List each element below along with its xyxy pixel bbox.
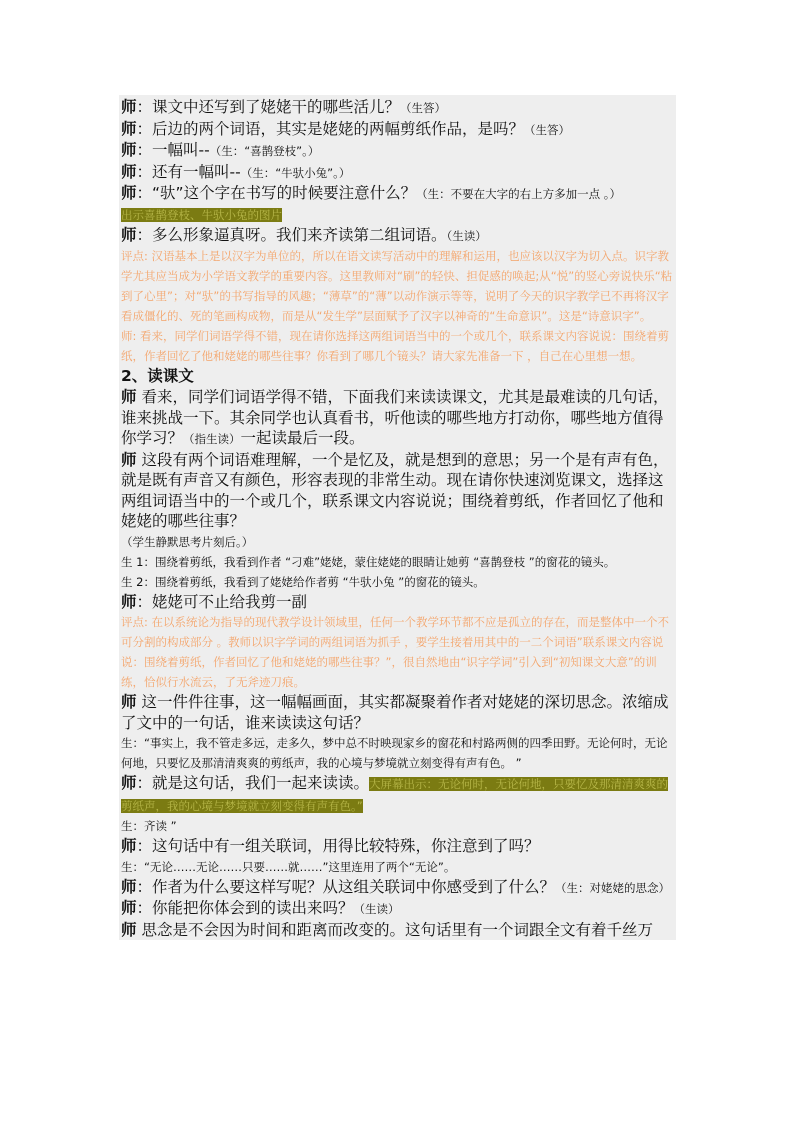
paragraph-5 [121,773,674,816]
speaker-label: 师 [121,184,137,202]
speaker-label: 师 [121,388,137,406]
student-aside: （生读） [446,228,487,243]
speaker-label: 师 [121,837,137,855]
speaker-label: 师 [121,98,137,116]
student-aside: （生：对姥姥的思念） [555,880,671,895]
line-text: ：还有一幅叫-- [136,162,241,181]
dialogue-line-1 [121,97,674,119]
student-line-6: 生：“无论……无论……只要……就……”这里连用了两个“无论”。 [121,859,456,874]
paragraph-text: ：就是这句话，我们一起来读读。 [136,774,370,792]
speaker-label: 师 [121,119,137,138]
line-text: ：一幅叫-- [136,141,210,159]
dialogue-line-5 [121,183,674,205]
paragraph-text: 思念是不会因为时间和距离而改变的。这句话里有一个词跟全文有着千丝万 [136,920,653,939]
line-text: ：后边的两个词语，其实是姥姥的两幅剪纸作品，是吗？ [136,119,525,138]
paragraph-text: 这一件件往事，这一幅幅画面，其实都凝聚着作者对姥姥的深切思念。浓缩成了文中的一句话，谁来读读这句话？ [121,693,669,732]
speaker-label: 师 [121,693,137,711]
student-line-1: （学生静默思考片刻后。） [121,534,254,549]
speaker-label: 师 [121,774,137,792]
speaker-label: 师 [121,592,137,611]
highlighted-instruction: 大屏幕出示：无论何时，无论何地，只要忆及那清清爽爽的剪纸声，我的心境与梦境就立刻变得有声有色。” [121,777,669,813]
student-line-5: 生：齐读 ” [121,819,177,833]
student-aside: （生：“喜鹊登枝”。） [209,144,320,158]
speaker-label: 师 [121,877,137,896]
student-aside: （生：不要在大字的右上方多加一点 。） [416,187,621,201]
speaker-label: 师 [121,141,137,159]
paragraph-text: ：姥姥可不止给我剪一副 [136,592,308,611]
paragraph-4 [121,692,674,733]
speaker-label: 师 [121,225,137,244]
commentary-note-2: 师: 看来，同学们词语学得不错，现在请你选择这两组词语当中的一个或几个，联系课文内容说说：围绕着剪纸，作者回忆了他和姥姥的哪些往事？你看到了哪几个镜头？请大家先准备一下 ，自己在心里想一想。 [121,329,670,363]
line-text: ：课文中还写到了姥姥干的哪些活儿？ [136,98,401,116]
commentary-note-1: 评点: 汉语基本上是以汉字为单位的，所以在语文读写活动中的理解和运用，也应该以汉字为切入点。识字教学尤其应当成为小学语文教学的重要内容。这里教师对“刷”的轻快、担促感的唤起;从“悦”的竖心旁说快乐“粘到了心里”；对“驮”的书写指导的风趣；“薄草”的“薄”以动作演示等等，说明了今天的识字教学已不再将汉字看成僵化的、死的笔画构成物，而是从“发生学”层面赋予了汉字以神奇的“生命意识”。这是“诗意识字”。 [121,249,673,323]
paragraph-text: 这段有两个词语难理解，一个是忆及，就是想到的意思；另一个是有声有色，就是既有声音又有颜色，形容表现的非常生动。现在请你快速浏览课文，选择这两组词语当中的一个或几个，联系课文内容说说；围绕着剪纸，作者回忆了他和姥姥的哪些往事？ [121,450,669,530]
speaker-label: 师 [121,920,137,939]
paragraph-8 [121,898,674,920]
speaker-label: 师 [121,450,137,469]
line-text: ：“驮”这个字在书写的时候要注意什么？ [136,184,417,202]
dialogue-line-2 [121,119,674,141]
paragraph-3 [121,592,674,613]
dialogue-line-6 [121,225,674,247]
paragraph-text: ：这句话中有一组关联词，用得比较特殊，你注意到了吗？ [136,837,540,855]
student-line-4: 生：“事实上，我不管走多远，走多久，梦中总不时映现家乡的窗花和村路两侧的四季田野。无论何时，无论何地，只要忆及那清清爽爽的剪纸声，我的心境与梦境就立刻变得有声有色。 ” [121,736,668,770]
paragraph-6 [121,836,674,857]
speaker-label: 师 [121,162,137,181]
paragraph-text-2: 一起读最后一段。 [240,429,365,447]
student-aside: （生答） [400,101,447,115]
commentary-note-3: 评点: 在以系统论为指导的现代教学设计领域里，任何一个教学环节都不应是孤立的存在，而是整体中一个不可分割的构成部分 。教师以识字学词的两组词语为抓手 ，要学生接着用其中的一二个词语”联系课文内容说说：围绕着剪纸，作者回忆了他和姥姥的哪些往事？”，很自然地由“识字学词”引入到“初知课文大意”的训练，恰似行水流云，了无斧迹刀痕。 [121,615,670,689]
section-heading: 2、读课文 [121,367,194,385]
paragraph-2 [121,450,674,532]
paragraph-9 [121,920,674,941]
student-aside: （生答） [524,122,571,137]
paragraph-1 [121,387,674,450]
line-text: ：多么形象逼真呀。我们来齐读第二组词语。 [136,225,447,244]
speaker-label: 师 [121,899,137,917]
student-aside: （指生读） [183,432,241,446]
paragraph-text: ：你能把你体会到的读出来吗？ [136,899,354,917]
highlighted-instruction: 出示喜鹊登枝、牛驮小兔的图片 [121,207,282,222]
student-aside: （生：“牛驮小兔”。） [240,165,351,180]
paragraph-text: 看来，同学们词语学得不错，下面我们来读读课文，尤其是最难读的几句话，谁来挑战一下。其余同学也认真看书，听他读的哪些地方打动你，哪些地方值得你学习？ [121,388,669,447]
dialogue-line-4 [121,162,674,184]
student-line-3: 生 2：围绕着剪纸，我看到了姥姥给作者剪 “牛驮小兔 ”的窗花的镜头。 [121,574,485,589]
dialogue-line-3 [121,140,674,162]
paragraph-text: ：作者为什么要这样写呢？从这组关联词中你感受到了什么？ [136,877,556,896]
student-aside: （生读） [353,902,400,916]
student-line-2: 生 1：围绕着剪纸，我看到作者 “刁难”姥姥，蒙住姥姥的眼睛让她剪 “喜鹊登枝 ”的窗花的镜头。 [121,554,616,569]
highlight-row-1 [121,205,674,225]
paragraph-7 [121,877,674,899]
document-page [119,95,676,940]
